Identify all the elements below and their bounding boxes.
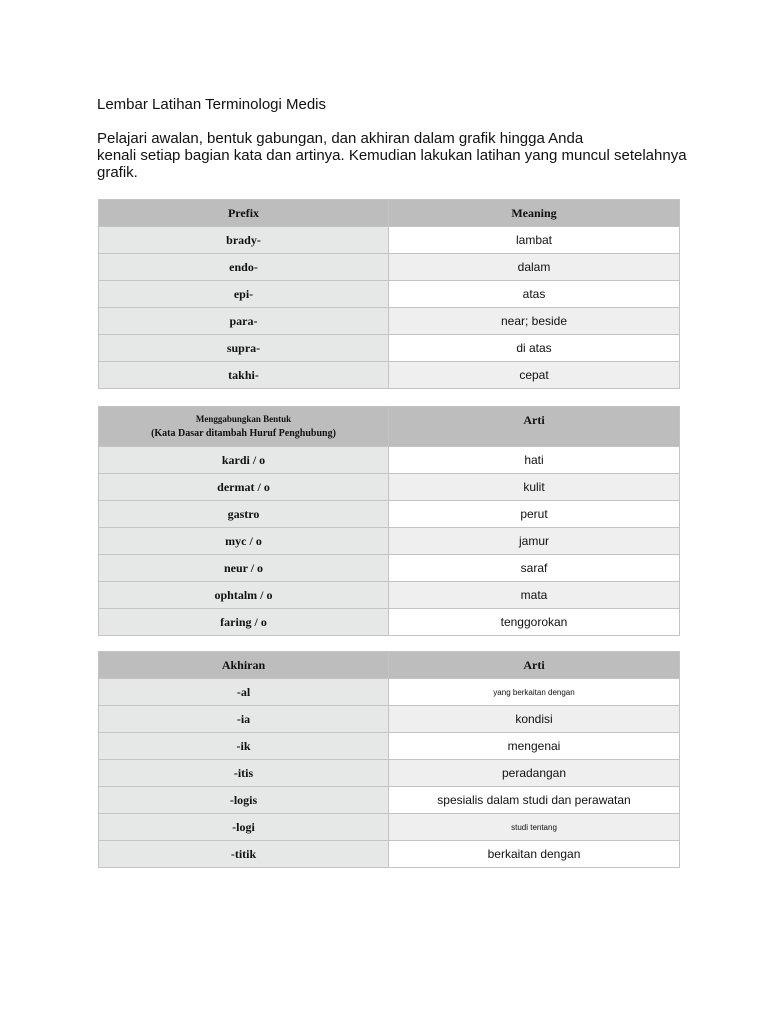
table-row: [99, 787, 680, 814]
table-row: [99, 254, 680, 281]
meaning-cell: berkaitan dengan: [389, 841, 680, 868]
table-row: [99, 447, 680, 474]
table-row: [99, 335, 680, 362]
term-cell: -titik: [99, 841, 389, 868]
meaning-cell: dalam: [389, 254, 680, 281]
meaning-cell: atas: [389, 281, 680, 308]
table-row: [99, 281, 680, 308]
term-cell: -logis: [99, 787, 389, 814]
arti-header: Arti: [389, 407, 680, 447]
meaning-cell: hati: [389, 447, 680, 474]
prefix-header: Prefix: [99, 200, 389, 227]
meaning-cell: perut: [389, 501, 680, 528]
meaning-cell: lambat: [389, 227, 680, 254]
intro-line: Pelajari awalan, bentuk gabungan, dan akhiran dalam grafik hingga Anda: [97, 130, 584, 147]
term-cell: supra-: [99, 335, 389, 362]
term-cell: gastro: [99, 501, 389, 528]
meaning-cell: jamur: [389, 528, 680, 555]
suffix-header: Akhiran: [99, 652, 389, 679]
combining-form-header: [99, 407, 389, 447]
table-row: [99, 814, 680, 841]
meaning-cell: studi tentang: [389, 814, 680, 841]
arti-header: Arti: [389, 652, 680, 679]
table-header-row: [99, 407, 680, 447]
table-row: [99, 362, 680, 389]
term-cell: endo-: [99, 254, 389, 281]
combining-forms-table: [98, 406, 680, 636]
intro-line: kenali setiap bagian kata dan artinya. Kemudian lakukan latihan yang muncul setelahnya: [97, 147, 687, 164]
meaning-cell: mata: [389, 582, 680, 609]
term-cell: neur / o: [99, 555, 389, 582]
term-cell: brady-: [99, 227, 389, 254]
term-cell: para-: [99, 308, 389, 335]
term-cell: -al: [99, 679, 389, 706]
term-cell: dermat / o: [99, 474, 389, 501]
meaning-cell: yang berkaitan dengan: [389, 679, 680, 706]
document-title: Lembar Latihan Terminologi Medis: [97, 96, 327, 113]
combining-form-header-line1: Menggabungkan Bentuk: [195, 414, 292, 424]
combining-form-header-line2: (Kata Dasar ditambah Huruf Penghubung): [151, 428, 336, 439]
term-cell: ophtalm / o: [99, 582, 389, 609]
table-row: [99, 706, 680, 733]
meaning-cell: kulit: [389, 474, 680, 501]
table-row: [99, 308, 680, 335]
meaning-cell: di atas: [389, 335, 680, 362]
term-cell: -ik: [99, 733, 389, 760]
prefix-table: [98, 199, 680, 389]
table-row: [99, 679, 680, 706]
term-cell: -itis: [99, 760, 389, 787]
intro-line: grafik.: [97, 164, 138, 181]
table-row: [99, 609, 680, 636]
table-row: [99, 760, 680, 787]
suffix-table: [98, 651, 680, 868]
table-row: [99, 501, 680, 528]
term-cell: epi-: [99, 281, 389, 308]
table-row: [99, 841, 680, 868]
meaning-cell: tenggorokan: [389, 609, 680, 636]
meaning-cell: peradangan: [389, 760, 680, 787]
term-cell: faring / o: [99, 609, 389, 636]
table-row: [99, 582, 680, 609]
meaning-cell: mengenai: [389, 733, 680, 760]
meaning-cell: spesialis dalam studi dan perawatan: [389, 787, 680, 814]
table-row: [99, 227, 680, 254]
meaning-cell: kondisi: [389, 706, 680, 733]
term-cell: kardi / o: [99, 447, 389, 474]
table-header-row: [99, 200, 680, 227]
meaning-cell: near; beside: [389, 308, 680, 335]
term-cell: -logi: [99, 814, 389, 841]
meaning-cell: saraf: [389, 555, 680, 582]
meaning-header: Meaning: [389, 200, 680, 227]
term-cell: myc / o: [99, 528, 389, 555]
intro-paragraph: [97, 130, 697, 181]
table-row: [99, 733, 680, 760]
term-cell: -ia: [99, 706, 389, 733]
table-row: [99, 528, 680, 555]
table-row: [99, 555, 680, 582]
term-cell: takhi-: [99, 362, 389, 389]
meaning-cell: cepat: [389, 362, 680, 389]
table-header-row: [99, 652, 680, 679]
table-row: [99, 474, 680, 501]
